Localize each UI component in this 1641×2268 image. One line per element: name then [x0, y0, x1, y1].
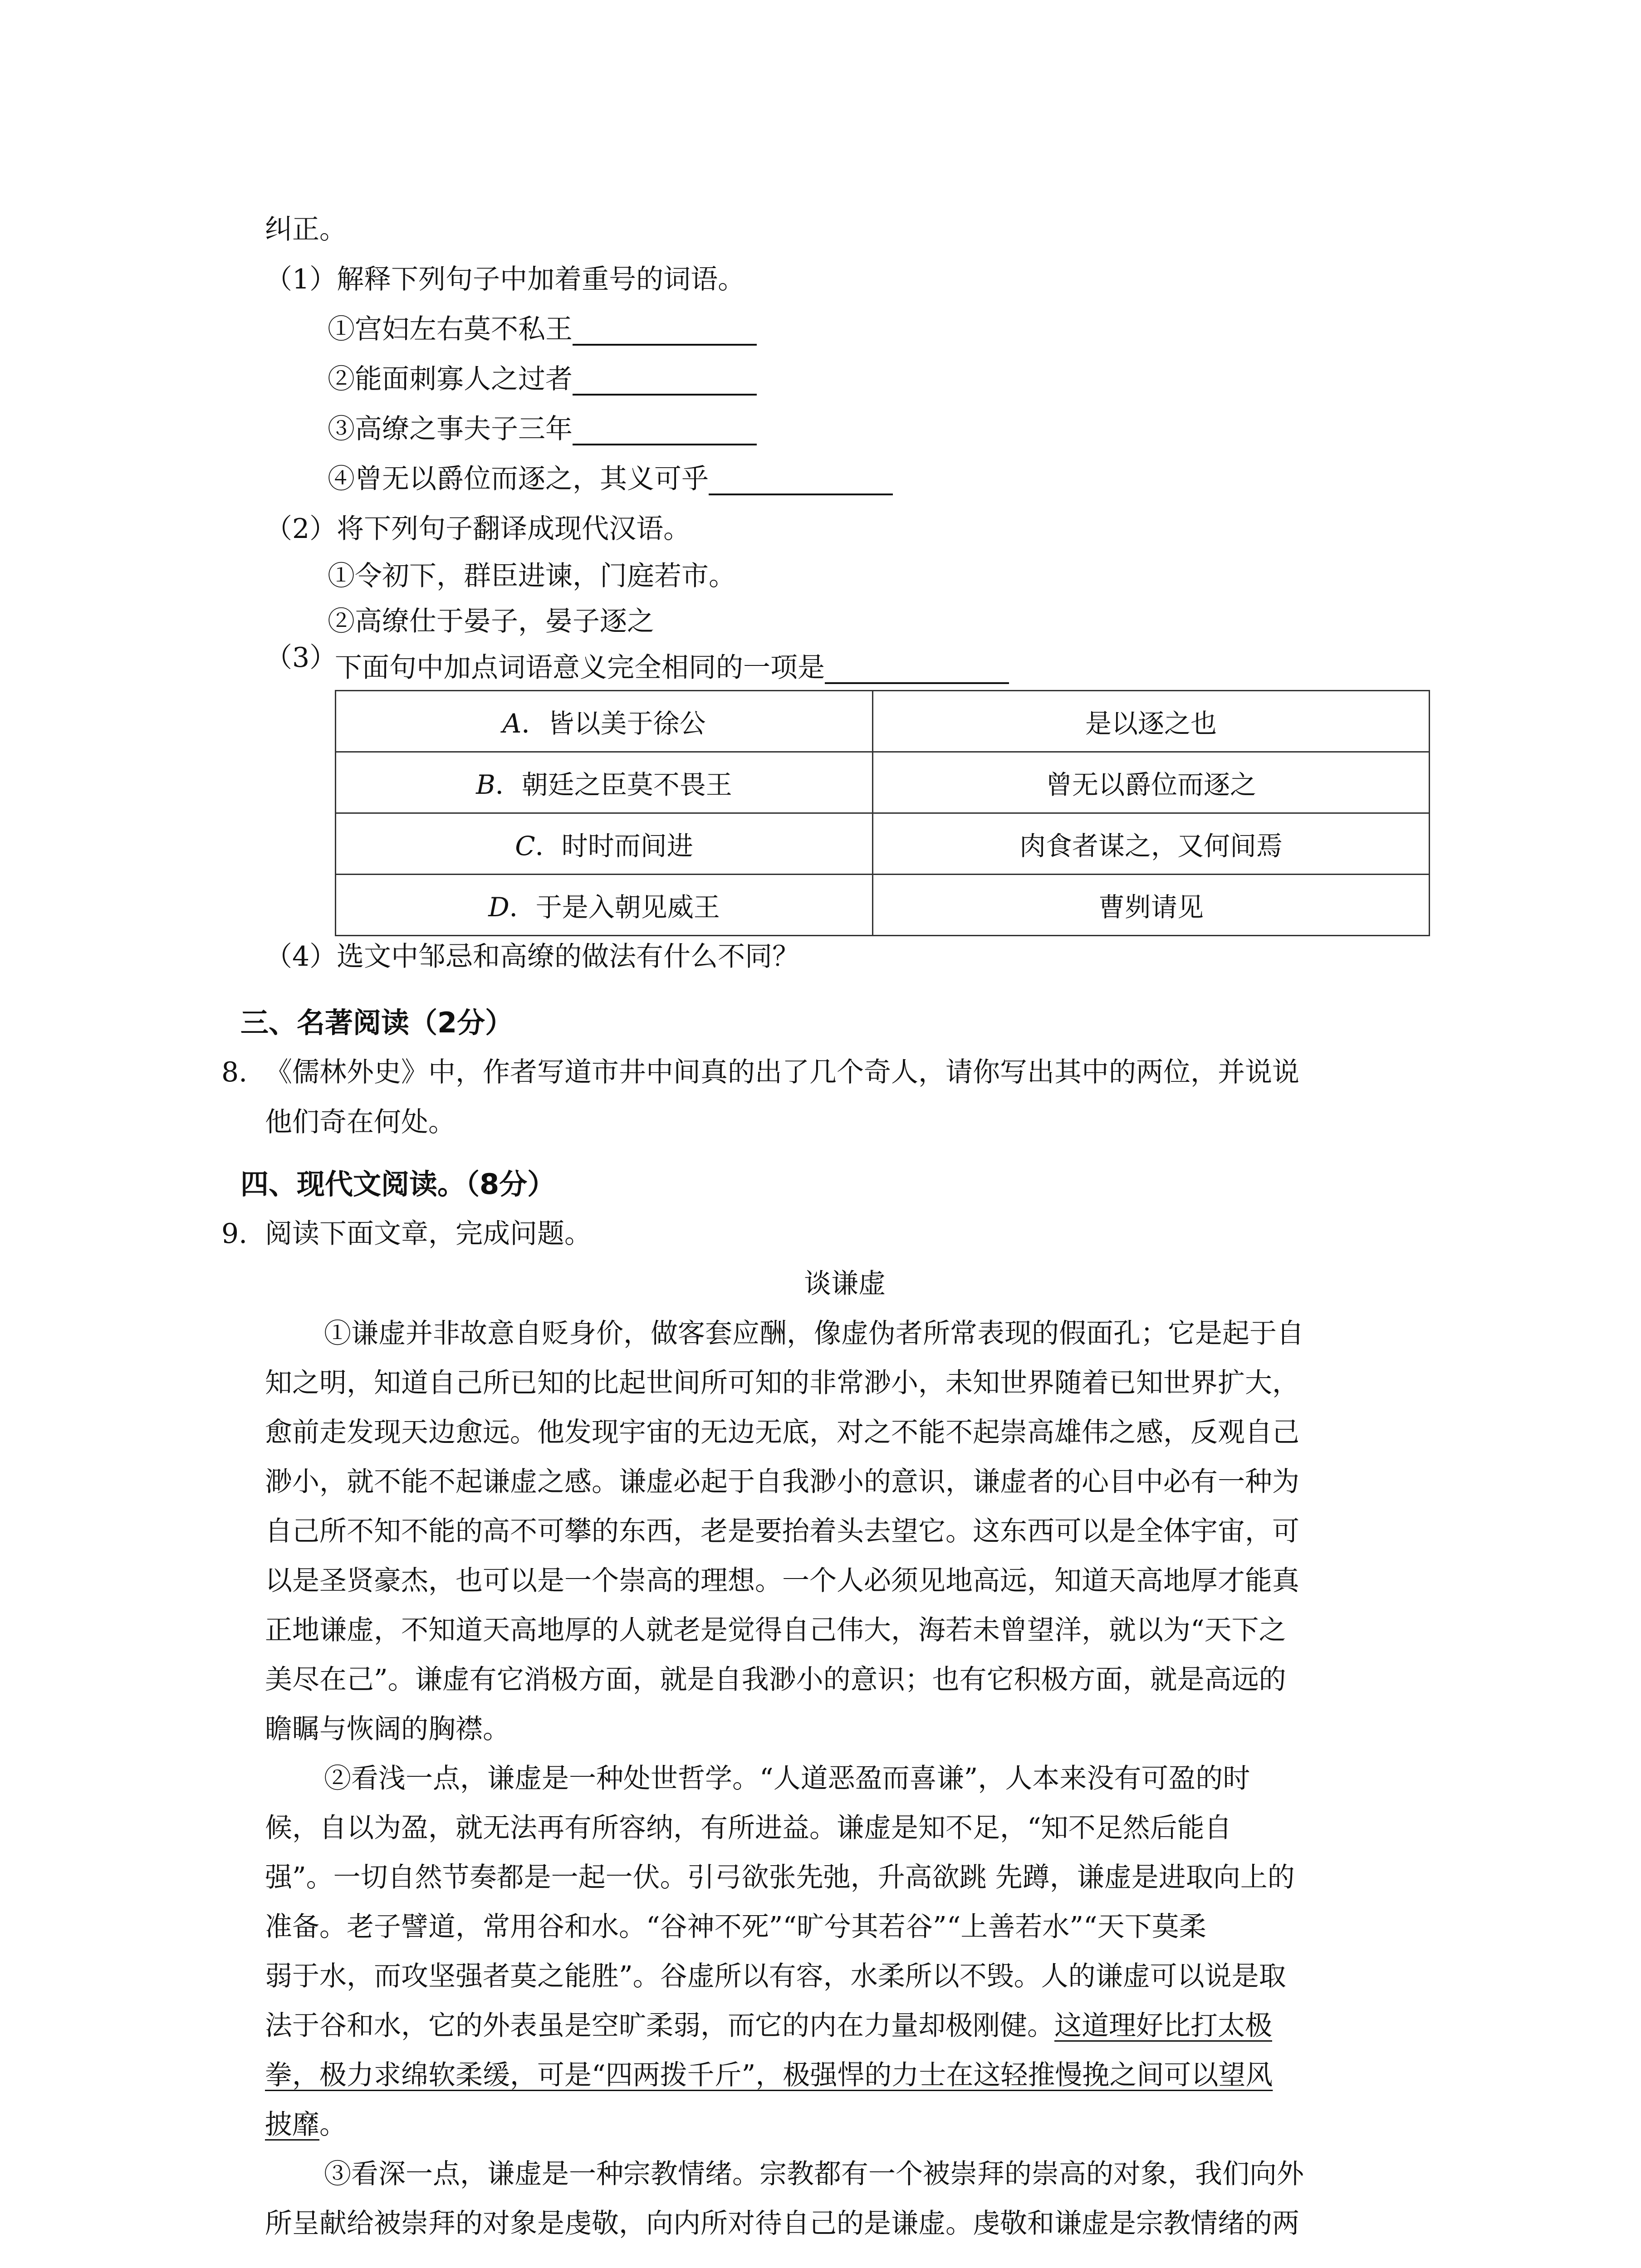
text-line: 渺小，就不能不起谦虚之感。谦虚必起于自我渺小的意识，谦虚者的心目中必有一种为 — [265, 1466, 1299, 1498]
text-line: 瞻瞩与恢阔的胸襟。 — [265, 1713, 510, 1745]
answer-blank[interactable] — [709, 465, 893, 495]
option-cell: D．于是入朝见威王 — [336, 875, 873, 936]
underlined-text: 披靡 — [265, 2109, 319, 2141]
question-text: 《儒林外史》中，作者写道市井中间真的出了几个奇人，请你写出其中的两位，并说说 — [265, 1056, 1299, 1088]
text-line: 愈前走发现天边愈远。他发现宇宙的无边无底，对之不能不起崇高雄伟之感，反观自己 — [265, 1417, 1299, 1448]
option-cell: A．皆以美于徐公 — [336, 691, 873, 752]
option-cell: 曾无以爵位而逐之 — [873, 752, 1430, 813]
article-title: 谈谦虚 — [804, 1268, 886, 1300]
table-row — [336, 691, 1430, 752]
sub-question-2: （2）将下列句子翻译成现代汉语。 — [265, 513, 691, 545]
section-heading-3: 三、名著阅读（2分） — [240, 1006, 514, 1039]
answer-blank[interactable] — [825, 654, 1009, 684]
options-table — [335, 690, 1430, 936]
question-number: 9. — [221, 1218, 248, 1250]
underlined-text: 拳，极力求绵软柔缓，可是“四两拨千斤”，极强悍的力士在这轻推慢挽之间可以望风 — [265, 2059, 1273, 2091]
table-row — [336, 875, 1430, 936]
text-line: 披靡。 — [265, 2109, 347, 2141]
option-cell: C．时时而间进 — [336, 813, 873, 875]
text-line: 候，自以为盈，就无法再有所容纳，有所进益。谦虚是知不足，“知不足然后能自 — [265, 1812, 1232, 1844]
text-line: 准备。老子譬道，常用谷和水。“谷神不死”“旷兮其若谷”“上善若水”“天下莫柔 — [265, 1911, 1206, 1943]
text-line: 知之明，知道自己所已知的比起世间所可知的非常渺小，未知世界随着已知世界扩大， — [265, 1367, 1299, 1399]
text-line: 法于谷和水，它的外表虽是空旷柔弱，而它的内在力量却极刚健。这道理好比打太极 — [265, 2010, 1272, 2042]
text-line: 强”。一切自然节奏都是一起一伏。引弓欲张先弛，升高欲跳 先蹲，谦虚是进取向上的 — [265, 1862, 1295, 1893]
text-line: 正地谦虚，不知道天高地厚的人就老是觉得自己伟大，海若未曾望洋，就以为“天下之 — [265, 1614, 1286, 1646]
question-text: 阅读下面文章，完成问题。 — [265, 1218, 592, 1250]
sub-question-3-number: （3） — [265, 642, 337, 674]
answer-blank[interactable] — [573, 415, 757, 445]
table-row — [336, 813, 1430, 875]
sub-question-3: 下面句中加点词语意义完全相同的一项是 — [335, 651, 1009, 684]
sub-question-4: （4）选文中邹忌和高缭的做法有什么不同？ — [265, 941, 800, 973]
sub-item-1c: ③高缭之事夫子三年 — [328, 413, 757, 445]
text-line: ①谦虚并非故意自贬身价，做客套应酬，像虚伪者所常表现的假面孔；它是起于自 — [324, 1318, 1304, 1349]
sub-question-1: （1）解释下列句子中加着重号的词语。 — [265, 264, 745, 295]
text-line: ③看深一点，谦虚是一种宗教情绪。宗教都有一个被崇拜的崇高的对象，我们向外 — [324, 2158, 1304, 2190]
question-text: 他们奇在何处。 — [265, 1106, 456, 1138]
option-cell: 肉食者谋之，又何间焉 — [873, 813, 1430, 875]
text-line: 美尽在己”。谦虚有它消极方面，就是自我渺小的意识；也有它积极方面，就是高远的 — [265, 1664, 1286, 1696]
text-line: 纠正。 — [265, 214, 347, 245]
section-heading-4: 四、现代文阅读。（8分） — [240, 1168, 556, 1201]
text-line: 弱于水，而攻坚强者莫之能胜”。谷虚所以有容，水柔所以不毁。人的谦虚可以说是取 — [265, 1960, 1286, 1992]
underlined-text: 这道理好比打太极 — [1054, 2010, 1272, 2042]
answer-blank[interactable] — [573, 366, 757, 396]
sub-item-1a: ①宫妇左右莫不私王 — [328, 313, 757, 346]
text-line: 所呈献给被崇拜的对象是虔敬，向内所对待自己的是谦虚。虔敬和谦虚是宗教情绪的两 — [265, 2208, 1299, 2239]
option-cell: 是以逐之也 — [873, 691, 1430, 752]
sub-item-1d: ④曾无以爵位而逐之，其义可乎 — [328, 463, 893, 495]
option-cell: B．朝廷之臣莫不畏王 — [336, 752, 873, 813]
text-line: ②看浅一点，谦虚是一种处世哲学。“人道恶盈而喜谦”，人本来没有可盈的时 — [324, 1763, 1250, 1794]
text-line: 自己所不知不能的高不可攀的东西，老是要抬着头去望它。这东西可以是全体宇宙，可 — [265, 1515, 1299, 1547]
question-number: 8. — [221, 1056, 248, 1088]
table-row — [336, 752, 1430, 813]
sub-item-2b: ②高缭仕于晏子，晏子逐之 — [328, 606, 654, 637]
text-line: 以是圣贤豪杰，也可以是一个崇高的理想。一个人必须见地高远，知道天高地厚才能真 — [265, 1565, 1299, 1597]
sub-item-2a: ①令初下，群臣进谏，门庭若市。 — [328, 560, 736, 592]
sub-item-1b: ②能面刺寡人之过者 — [328, 363, 757, 396]
answer-blank[interactable] — [573, 316, 757, 346]
option-cell: 曹刿请见 — [873, 875, 1430, 936]
